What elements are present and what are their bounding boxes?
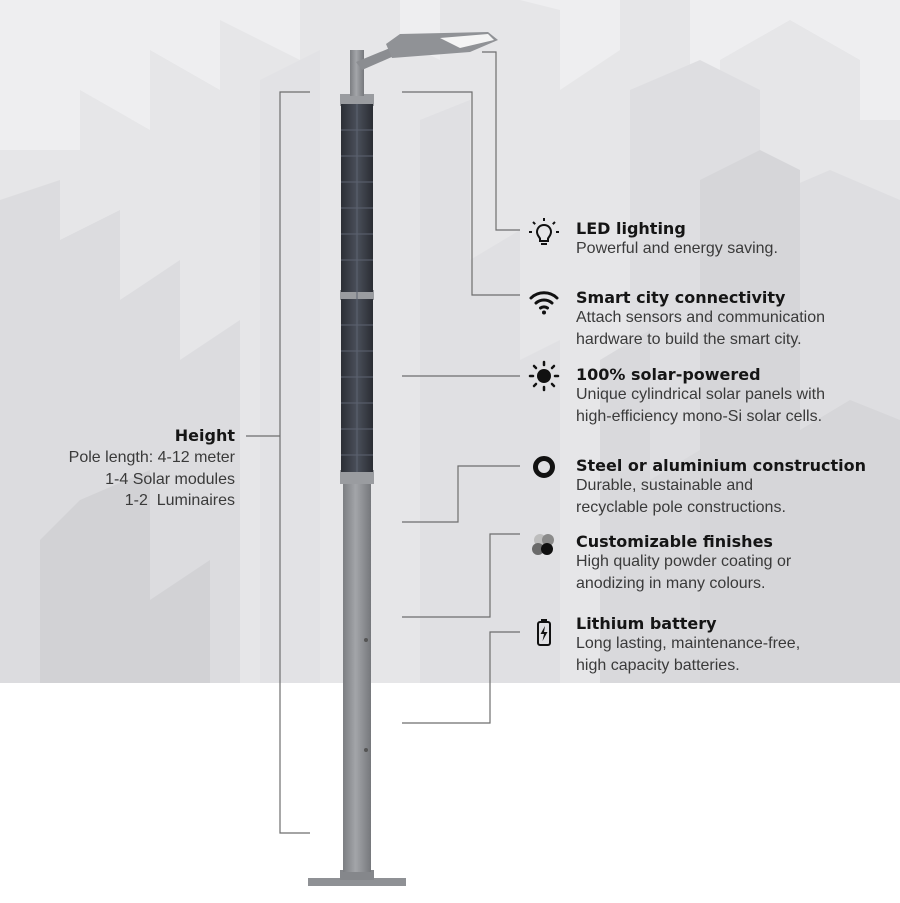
- feature-desc: Durable, sustainable and: [576, 477, 754, 494]
- sun-icon: [528, 360, 560, 392]
- feature-finishes: [576, 532, 886, 595]
- feature-title: Smart city connectivity: [576, 288, 786, 307]
- wifi-icon: [528, 286, 560, 318]
- feature-battery: [576, 614, 886, 677]
- feature-desc: High quality powder coating or: [576, 553, 792, 570]
- battery-icon: [528, 616, 560, 648]
- feature-desc: anodizing in many colours.: [576, 575, 766, 592]
- height-annotation: [69, 425, 235, 512]
- feature-desc: Unique cylindrical solar panels with: [576, 386, 826, 403]
- feature-desc: hardware to build the smart city.: [576, 331, 802, 348]
- feature-title: Steel or aluminium construction: [576, 456, 867, 475]
- height-title: Height: [174, 426, 235, 445]
- feature-desc: high capacity batteries.: [576, 657, 740, 674]
- feature-desc: high-efficiency mono-Si solar cells.: [576, 408, 823, 425]
- height-line: Pole length: 4-12 meter: [68, 449, 235, 466]
- height-line: 1-2 Luminaires: [124, 492, 235, 509]
- feature-led-lighting: [576, 219, 886, 260]
- feature-title: Customizable finishes: [576, 532, 773, 551]
- feature-desc: Long lasting, maintenance-free,: [576, 635, 801, 652]
- feature-desc: Attach sensors and communication: [576, 309, 826, 326]
- feature-title: LED lighting: [576, 219, 686, 238]
- lightbulb-icon: [528, 217, 560, 249]
- feature-desc: Powerful and energy saving.: [576, 240, 778, 257]
- feature-solar: [576, 365, 886, 428]
- color-dots-icon: [528, 530, 560, 562]
- feature-desc: recyclable pole constructions.: [576, 499, 786, 516]
- feature-construction: [576, 456, 886, 519]
- feature-title: 100% solar-powered: [576, 365, 761, 384]
- ring-icon: [528, 451, 560, 483]
- feature-title: Lithium battery: [576, 614, 717, 633]
- feature-smart-city: [576, 288, 886, 351]
- height-line: 1-4 Solar modules: [105, 470, 235, 488]
